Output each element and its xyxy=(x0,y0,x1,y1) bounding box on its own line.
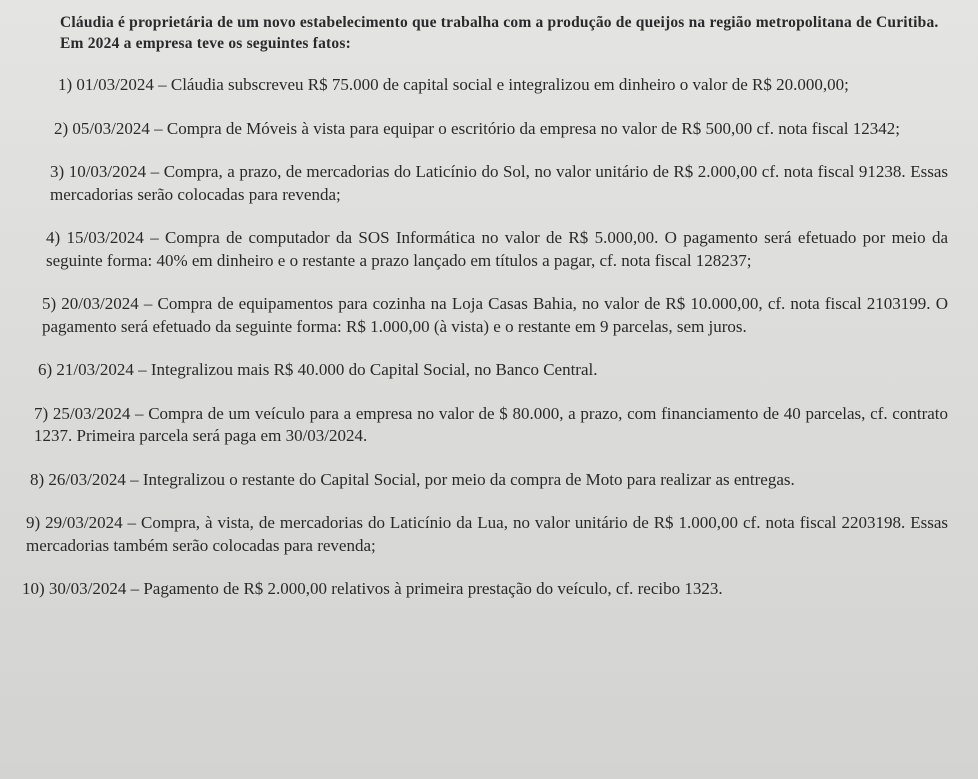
fact-item-2: 2) 05/03/2024 – Compra de Móveis à vista para equipar o escritório da empresa no valor de R$ 500,00 cf. nota fiscal 12342; xyxy=(54,118,901,138)
intro-paragraph: Cláudia é proprietária de um novo estabelecimento que trabalha com a produção de queijos na região metropolitana de Curitiba. Em 2024 a empresa teve os seguintes fatos: xyxy=(60,14,939,52)
fact-item-3: 3) 10/03/2024 – Compra, a prazo, de mercadorias do Laticínio do Sol, no valor unitário de R$ 2.000,00 cf. nota fiscal 91238. Essas mercadorias serão colocadas para revenda; xyxy=(50,162,948,204)
fact-item-5: 5) 20/03/2024 – Compra de equipamentos para cozinha na Loja Casas Bahia, no valor de R$ 10.000,00, cf. nota fiscal 2103199. O pagamento será efetuado da seguinte forma: R$ 1.000,00 (à vista) e o restante em 9 parcelas, sem juros. xyxy=(42,294,948,336)
fact-item-1: 1) 01/03/2024 – Cláudia subscreveu R$ 75.000 de capital social e integralizou em dinheiro o valor de R$ 20.000,00; xyxy=(58,75,849,94)
fact-item-10: 10) 30/03/2024 – Pagamento de R$ 2.000,00 relativos à primeira prestação do veículo, cf. recibo 1323. xyxy=(22,579,723,598)
fact-item-6: 6) 21/03/2024 – Integralizou mais R$ 40.000 do Capital Social, no Banco Central. xyxy=(38,360,598,379)
fact-item-7: 7) 25/03/2024 – Compra de um veículo para a empresa no valor de $ 80.000, a prazo, com financiamento de 40 parcelas, cf. contrato 1237. Primeira parcela será paga em 30/03/2024. xyxy=(34,403,948,445)
fact-item-8: 8) 26/03/2024 – Integralizou o restante do Capital Social, por meio da compra de Moto para realizar as entregas. xyxy=(30,469,795,489)
fact-item-9: 9) 29/03/2024 – Compra, à vista, de mercadorias do Laticínio da Lua, no valor unitário de R$ 1.000,00 cf. nota fiscal 2203198. Essas mercadorias também serão colocadas para revenda; xyxy=(26,513,948,555)
fact-item-4: 4) 15/03/2024 – Compra de computador da SOS Informática no valor de R$ 5.000,00. O pagamento será efetuado por meio da seguinte forma: 40% em dinheiro e o restante a prazo lançado em títulos a pagar, cf. nota fiscal 128237; xyxy=(46,228,948,270)
